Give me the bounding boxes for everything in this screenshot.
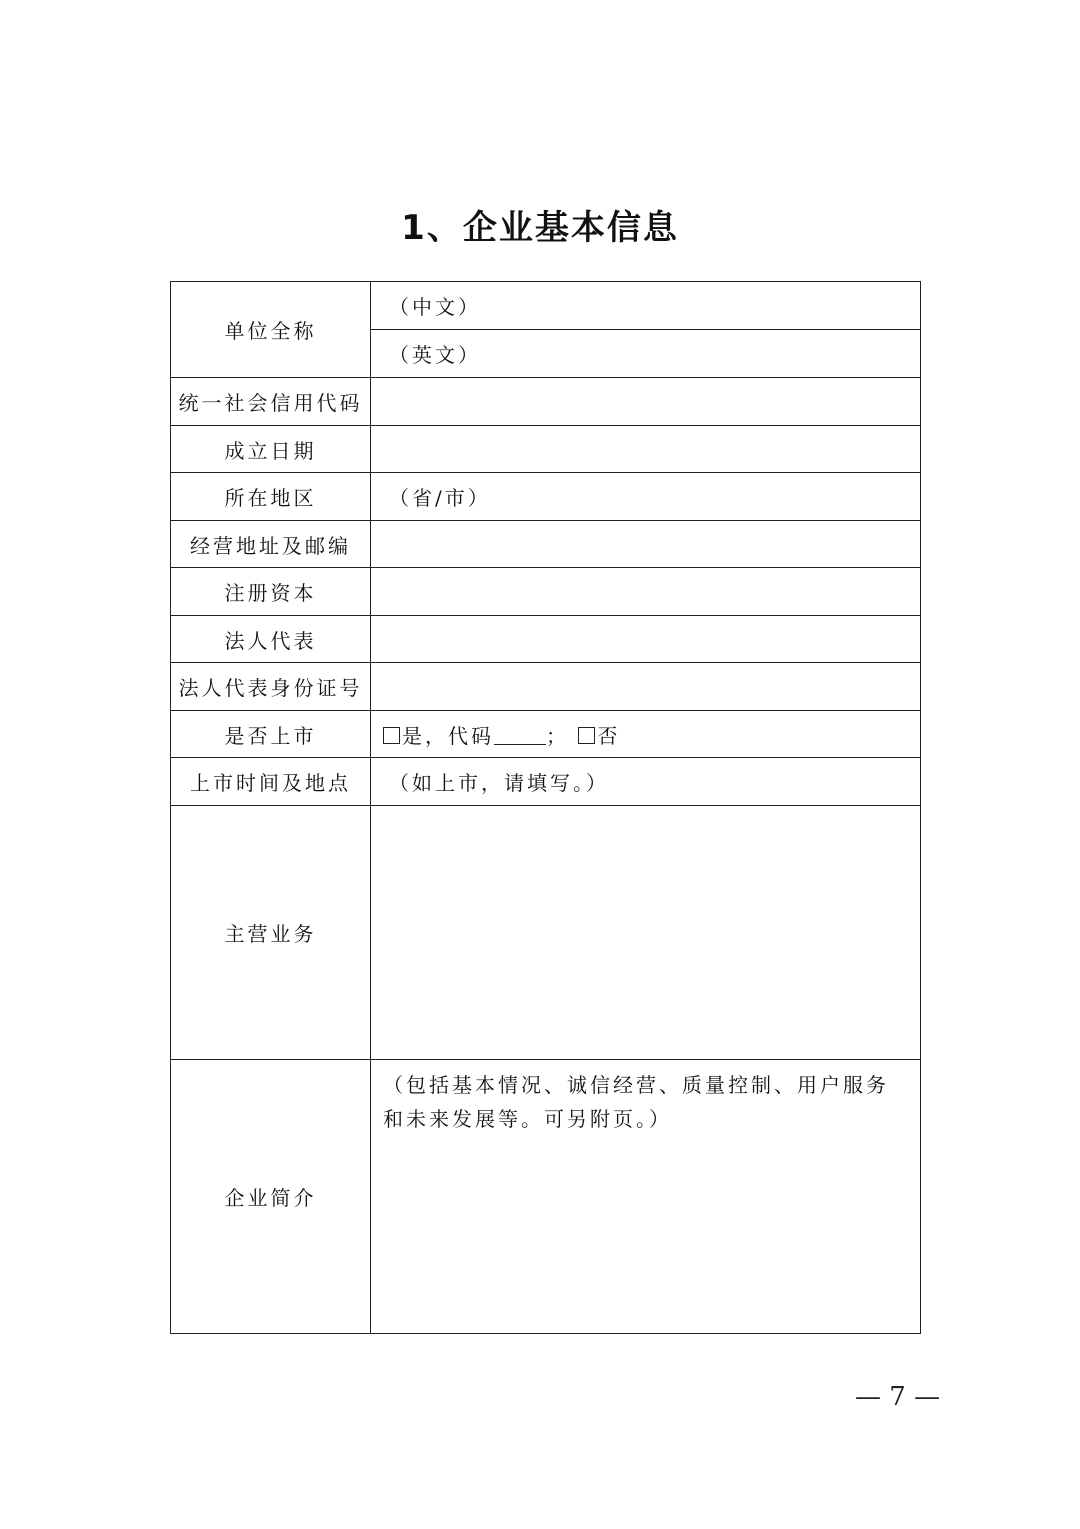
table-row: [171, 1060, 921, 1334]
founded-date-field[interactable]: [371, 426, 921, 473]
legal-representative-label: 法人代表: [171, 616, 371, 663]
table-row: [171, 378, 921, 426]
legal-rep-id-field[interactable]: [371, 663, 921, 711]
listed-yes-checkbox[interactable]: [383, 727, 400, 744]
company-name-label: 单位全称: [171, 282, 371, 378]
founded-date-label: 成立日期: [171, 426, 371, 473]
table-row: [171, 711, 921, 758]
table-row: [171, 568, 921, 616]
table-row: [171, 616, 921, 663]
table-row: [171, 758, 921, 806]
region-label: 所在地区: [171, 473, 371, 521]
stock-code-blank[interactable]: [494, 726, 546, 745]
listed-yes-label: 是，代码: [402, 723, 494, 748]
credit-code-label: 统一社会信用代码: [171, 378, 371, 426]
enterprise-info-table: [170, 281, 921, 1334]
table-row: [171, 521, 921, 568]
listed-options: [371, 711, 921, 758]
credit-code-field[interactable]: [371, 378, 921, 426]
address-field[interactable]: [371, 521, 921, 568]
registered-capital-label: 注册资本: [171, 568, 371, 616]
listed-separator: ；: [546, 723, 569, 748]
table-row: [171, 806, 921, 1060]
table-row: [171, 282, 921, 330]
company-profile-label: 企业简介: [171, 1060, 371, 1334]
company-name-chinese-field[interactable]: （中文）: [371, 282, 921, 330]
table-row: [171, 663, 921, 711]
listed-no-label: 否: [597, 723, 621, 748]
company-name-english-field[interactable]: （英文）: [371, 330, 921, 378]
page-number: — 7 —: [855, 1382, 941, 1412]
address-label: 经营地址及邮编: [171, 521, 371, 568]
region-field[interactable]: （省/市）: [371, 473, 921, 521]
legal-rep-id-label: 法人代表身份证号: [171, 663, 371, 711]
table-row: [171, 473, 921, 521]
legal-representative-field[interactable]: [371, 616, 921, 663]
main-business-field[interactable]: [371, 806, 921, 1060]
page-title: 1、企业基本信息: [401, 208, 679, 248]
company-profile-field[interactable]: （包括基本情况、诚信经营、质量控制、用户服务和未来发展等。可另附页。）: [371, 1060, 921, 1334]
table-row: [171, 426, 921, 473]
registered-capital-field[interactable]: [371, 568, 921, 616]
listed-label: 是否上市: [171, 711, 371, 758]
listed-no-checkbox[interactable]: [578, 727, 595, 744]
listing-info-field[interactable]: （如上市，请填写。）: [371, 758, 921, 806]
main-business-label: 主营业务: [171, 806, 371, 1060]
listing-info-label: 上市时间及地点: [171, 758, 371, 806]
